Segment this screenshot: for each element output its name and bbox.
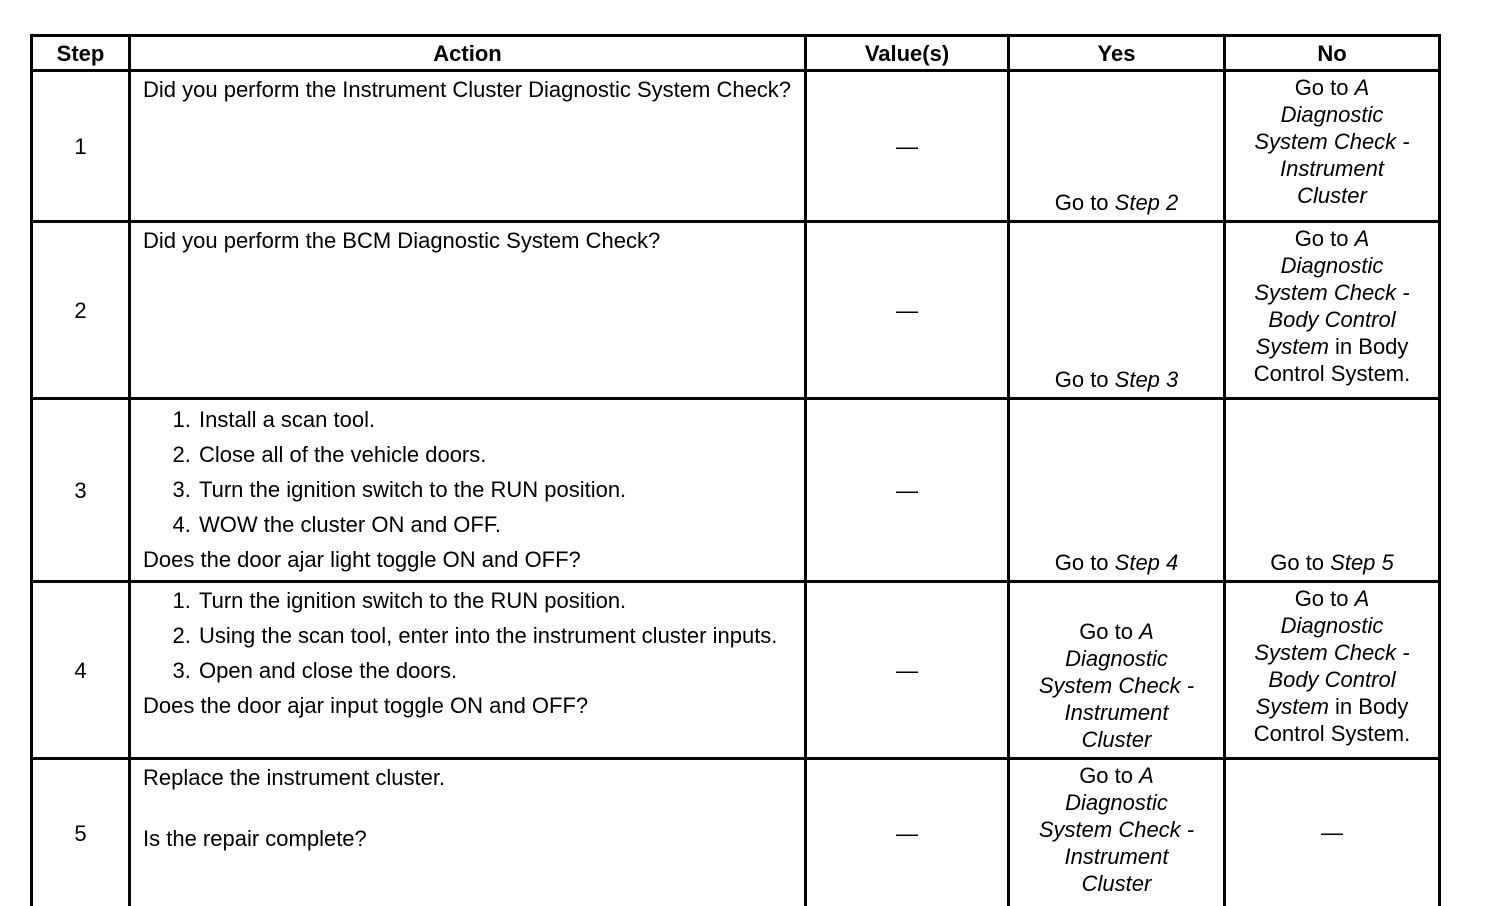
no-suffix: in Body Control System. (1253, 694, 1411, 746)
no-link[interactable] (1230, 585, 1434, 747)
action-step: 3. Turn the ignition switch to the RUN position. (197, 476, 794, 503)
action-text: Replace the instrument cluster. (143, 765, 446, 790)
step-number: 1 (32, 71, 130, 222)
yes-link[interactable] (1014, 366, 1219, 393)
action-cell (130, 759, 806, 906)
yes-cell (1009, 222, 1225, 399)
no-target: A Diagnostic System Check - Instrument Cluster (1254, 75, 1410, 208)
table-row (32, 399, 1440, 582)
no-cell (1225, 582, 1440, 759)
yes-link[interactable] (1014, 549, 1219, 576)
action-question: Is the repair complete? (143, 826, 367, 851)
table-row (32, 222, 1440, 399)
action-text: Did you perform the BCM Diagnostic System Check? (143, 228, 661, 253)
value-cell: — (806, 582, 1009, 759)
no-cell: — (1225, 759, 1440, 906)
action-question: Does the door ajar input toggle ON and OFF? (143, 693, 589, 718)
yes-cell (1009, 399, 1225, 582)
yes-link[interactable] (1014, 618, 1219, 753)
yes-prefix: Go to (1079, 619, 1140, 644)
header-action: Action (130, 36, 806, 71)
yes-link[interactable] (1014, 189, 1219, 216)
header-row (32, 36, 1440, 71)
action-step: 3. Open and close the doors. (197, 657, 794, 684)
header-values: Value(s) (806, 36, 1009, 71)
step-number: 3 (32, 399, 130, 582)
yes-target: A Diagnostic System Check - Instrument Cluster (1038, 763, 1195, 896)
action-question: Does the door ajar light toggle ON and OFF? (143, 547, 581, 572)
table-row (32, 759, 1440, 906)
action-step: 2. Using the scan tool, enter into the instrument cluster inputs. (197, 622, 794, 649)
no-link[interactable] (1230, 225, 1434, 387)
yes-prefix: Go to (1054, 550, 1115, 575)
step-number: 2 (32, 222, 130, 399)
header-step: Step (32, 36, 130, 71)
yes-prefix: Go to (1054, 367, 1115, 392)
action-cell (130, 399, 806, 582)
table-row (32, 71, 1440, 222)
yes-target: A Diagnostic System Check - Instrument Cluster (1038, 619, 1195, 752)
no-suffix: in Body Control System. (1253, 334, 1411, 386)
no-prefix: Go to (1294, 226, 1355, 251)
value-cell: — (806, 71, 1009, 222)
no-target: Step 5 (1330, 550, 1394, 575)
no-prefix: Go to (1270, 550, 1331, 575)
no-cell (1225, 222, 1440, 399)
no-cell (1225, 71, 1440, 222)
yes-target: Step 4 (1114, 550, 1179, 575)
action-step: 2. Close all of the vehicle doors. (197, 441, 794, 468)
no-link[interactable] (1230, 549, 1434, 576)
no-prefix: Go to (1294, 75, 1355, 100)
step-number: 4 (32, 582, 130, 759)
header-no: No (1225, 36, 1440, 71)
diagnostic-table (30, 34, 1441, 906)
step-number: 5 (32, 759, 130, 906)
no-prefix: Go to (1294, 586, 1355, 611)
yes-cell (1009, 759, 1225, 906)
action-cell (130, 71, 806, 222)
yes-cell (1009, 582, 1225, 759)
action-step-list (143, 587, 794, 684)
action-cell (130, 222, 806, 399)
yes-prefix: Go to (1079, 763, 1140, 788)
yes-link[interactable] (1014, 762, 1219, 897)
action-step-list (143, 406, 794, 538)
value-cell: — (806, 222, 1009, 399)
no-link[interactable] (1230, 74, 1434, 209)
header-yes: Yes (1009, 36, 1225, 71)
no-target: A Diagnostic System Check - Body Control System (1254, 226, 1410, 359)
no-target: A Diagnostic System Check - Body Control System (1254, 586, 1410, 719)
no-cell (1225, 399, 1440, 582)
action-text: Did you perform the Instrument Cluster Diagnostic System Check? (143, 77, 792, 102)
table-row (32, 582, 1440, 759)
action-cell (130, 582, 806, 759)
action-step: 1. Turn the ignition switch to the RUN position. (197, 587, 794, 614)
yes-prefix: Go to (1054, 190, 1115, 215)
yes-cell (1009, 71, 1225, 222)
value-cell: — (806, 759, 1009, 906)
yes-target: Step 3 (1114, 367, 1179, 392)
action-step: 4. WOW the cluster ON and OFF. (197, 511, 794, 538)
action-step: 1. Install a scan tool. (197, 406, 794, 433)
value-cell: — (806, 399, 1009, 582)
yes-target: Step 2 (1114, 190, 1179, 215)
